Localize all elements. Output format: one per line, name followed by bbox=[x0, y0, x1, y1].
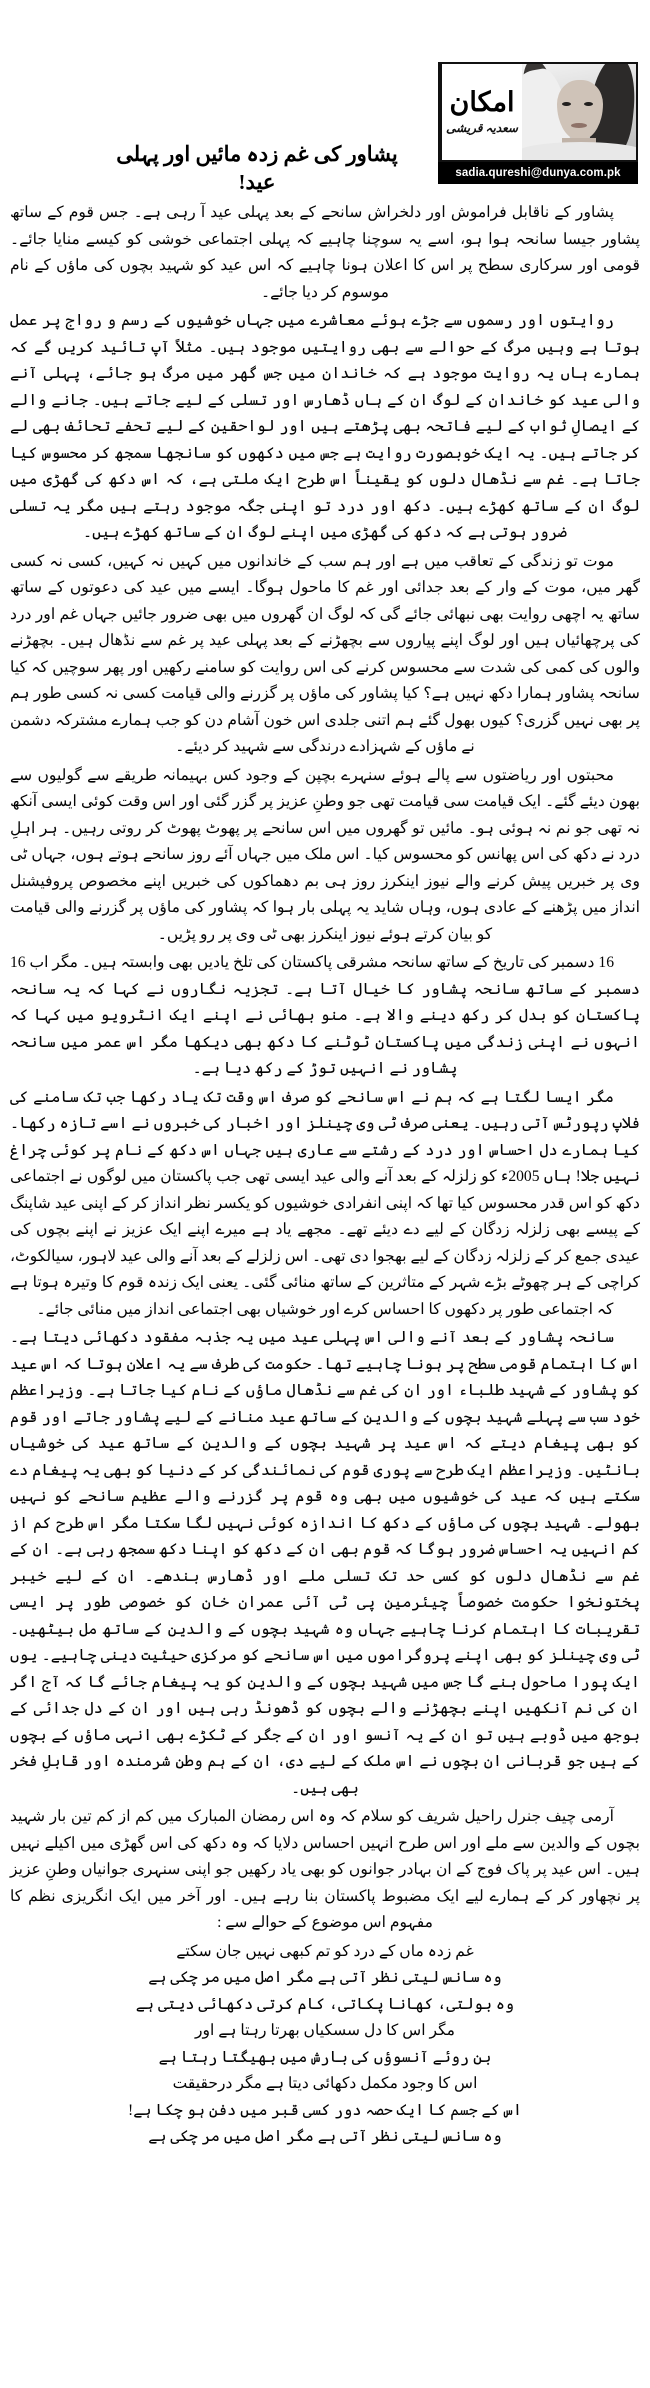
author-email-text: sadia.qureshi@dunya.com.pk bbox=[455, 167, 621, 179]
closing-poem bbox=[0, 1939, 650, 2151]
poem-line: مگر اس کا دل سسکیاں بھرتا رہتا ہے اور bbox=[194, 2022, 456, 2039]
poem-line: اس کے جسم کا ایک حصہ دور کسی قبر میں دفن ہو چکا ہے! bbox=[128, 2101, 522, 2119]
portrait-eye-left bbox=[562, 102, 571, 106]
author-byline-box bbox=[438, 62, 638, 184]
article-paragraph: محبتوں اور ریاضتوں سے پالے ہوئے سنہرے بچپن کے وجود کس بہیمانہ طریقے سے گولیوں سے بھون دیئے گئے۔ ایک قیامت سی قیامت تھی جو وطنِ عزیز پر گزر گئی اور اس وقت کوئی ایسی آنکھ نہ تھی جو نم نہ ہوئی ہو۔ مائیں تو گھروں میں اس سانحے پر پھوٹ پھوٹ کر روتی رہیں۔ ہر اہلِ درد نے دکھ کی اس پھانس کو محسوس کیا۔ اس ملک میں جہاں آئے روز سانحے ہوتے ہوں، جہاں ٹی وی پر خبریں پیش کرنے والے نیوز اینکرز روز ہی بم دھماکوں کی خبریں اپنے مخصوص پروفیشنل انداز میں پڑھنے کے عادی ہوں، وہاں شاید یہ پہلی بار ہوا کہ پشاور کی ماؤں پر گزرنے والی قیامت کو بیان کرتے ہوئے نیوز اینکرز بھی ٹی وی پر رو پڑیں۔ bbox=[10, 766, 640, 943]
article-paragraph: پشاور کے ناقابل فراموش اور دلخراش سانحے کے بعد پہلی عید آ رہی ہے۔ جس قوم کے ساتھ پشاور جیسا سانحہ ہوا ہو، اسے یہ سوچنا چاہیے کہ پہلی اجتماعی خوشی کو کیسے منایا جائے۔ قومی اور سرکاری سطح پر اس کا اعلان ہونا چاہیے کہ اس عید کو شہید بچوں کی ماؤں کے نام موسوم کر دیا جائے۔ bbox=[10, 204, 640, 301]
page-title: پشاور کی غم زدہ مائیں اور پہلی عید! bbox=[116, 142, 398, 195]
poem-line: غم زدہ ماں کے درد کو تم کبھی نہیں جان سکتے bbox=[176, 1942, 474, 1960]
masthead bbox=[0, 0, 650, 196]
portrait-lips bbox=[571, 123, 587, 128]
article-body bbox=[0, 196, 650, 1937]
poem-line: بن روئے آنسوؤں کی بارش میں بھیگتا رہتا ہے bbox=[158, 2048, 492, 2066]
byline-top bbox=[438, 62, 638, 162]
column-brand-title: امکان bbox=[449, 86, 515, 117]
poem-line: وہ سانس لیتی نظر آتی ہے مگر اصل میں مر چکی ہے bbox=[148, 2128, 502, 2145]
article-paragraph: آرمی چیف جنرل راحیل شریف کو سلام کہ وہ اس رمضان المبارک میں کم از کم تین بار شہید بچوں کے والدین سے ملے اور اس طرح انہیں احساس دلایا کہ وہ دکھ کی اس گھڑی میں اکیلے نہیں ہیں۔ اس عید پر پاک فوج کے ان بہادر جوانوں کو بھی یاد رکھیں جو اپنی سنہری جوانیاں وطنِ عزیز پر نچھاور کر کے ہمارے لیے ایک مضبوط پاکستان بنا رہے ہیں۔ اور آخر میں ایک انگریزی نظم کا مفہوم اس موضوع کے حوالے سے : bbox=[10, 1808, 640, 1931]
article-paragraph: سانحہ پشاور کے بعد آنے والی اس پہلی عید میں یہ جذبہ مفقود دکھائی دیتا ہے۔ اس کا اہتمام قومی سطح پر ہونا چاہیے تھا۔ حکومت کی طرف سے یہ اعلان ہوتا کہ اس عید کو پشاور کے شہید طلباء اور ان کی غم سے نڈھال ماؤں کے نام کیا جاتا ہے۔ وزیراعظم خود سب سے پہلے شہید بچوں کے والدین کے ساتھ عید منانے کے لیے پشاور جاتے اور قوم کو بھی پیغام دیتے کہ اس عید پر شہید بچوں کے والدین کے ساتھ عید کی خوشیاں بانٹیں۔ وزیراعظم ایک طرح سے پوری قوم کی نمائندگی کر کے دنیا کو بھی یہ پیغام دے سکتے ہیں کہ عید کی خوشیوں میں بھی وہ قوم پر گزرنے والے عظیم سانحے کو نہیں بھولے۔ شہید بچوں کی ماؤں کے دکھ کا اندازہ کوئی نہیں لگا سکتا مگر اس طرح کم از کم انہیں یہ احساس ضرور ہوگا کہ قوم بھی ان کے دکھ کو اپنا دکھ سمجھ رہی ہے۔ ان کے غم سے نڈھال دلوں کو کسی حد تک تسلی ملے اور ڈھارس بندھے۔ ان کے لیے خیبر پختونخوا حکومت خصوصاً چیئرمین پی ٹی آئی عمران خان کو خصوصی طور پر ایسی تقریبات کا اہتمام کرنا چاہیے جہاں وہ شہید بچوں کے والدین کے ساتھ مل بیٹھیں۔ ٹی وی چینلز کو بھی اپنے پروگراموں میں اس سانحے کو مرکزی حیثیت دینی چاہیے۔ یوں ایک پورا ماحول بنے گا جس میں شہید بچوں کے والدین کو یہ پیغام جائے گا کہ آج اگر ان کی نم آنکھیں اپنے بچھڑنے والے بچوں کو ڈھونڈ رہی ہیں اور ان کے دل جدائی کے بوجھ میں ڈوبے ہیں تو ان کے یہ آنسو اور ان کے جگر کے ٹکڑے بھی انہی ماؤں کے بچوں کے ہیں جو قربانی ان بچوں نے اس ملک کے لیے دی، ان کے ہم وطن شرمندہ اور قابلِ فخر بھی ہیں۔ bbox=[10, 1329, 640, 1797]
article-paragraph: موت تو زندگی کے تعاقب میں ہے اور ہم سب کے خاندانوں میں کہیں نہ کہیں، کسی نہ کسی گھر میں، موت کے وار کے بعد جدائی اور غم کا ماحول ہوگا۔ ایسے میں عید کی دعوتوں کے ساتھ ساتھ یہ اچھی روایت بھی نبھائی جائے گی کہ لوگ ان گھروں میں بھی ضرور جائیں جہاں غم اور درد کی پرچھائیاں ہیں اور لوگ اپنے پیاروں سے بچھڑنے کے بعد پہلی عید پر غم سے نڈھال ہیں۔ بچھڑنے والوں کی کمی کی شدت سے محسوس کرنے کی اس روایت کو سامنے رکھیں اور پھر سوچیں کہ کیا سانحہ پشاور ہمارا دکھ نہیں ہے؟ کیا پشاور کی ماؤں پر گزرنے والی قیامت کسی نہ کسی طور ہم پر بھی نہیں گزری؟ کیوں بھول گئے ہم اتنی جلدی اس خون آشام دن کو جب ہمارے مشترکہ دشمن نے ماؤں کے شہزادے درندگی سے شہید کر دیئے۔ bbox=[10, 552, 640, 755]
poem-line: وہ بولتی، کھانا پکاتی، کام کرتی دکھائی دیتی ہے bbox=[135, 1995, 515, 2013]
poem-line: وہ سانس لیتی نظر آتی ہے مگر اصل میں مر چکی ہے bbox=[148, 1969, 502, 1986]
portrait-eye-right bbox=[584, 102, 593, 106]
author-portrait bbox=[522, 64, 636, 160]
article-paragraph: مگر ایسا لگتا ہے کہ ہم نے اس سانحے کو صرف اس وقت تک یاد رکھا جب تک سامنے کی فلاپ رپورٹس آتی رہیں۔ یعنی صرف ٹی وی چینلز اور اخبار کی خبروں نے اسے تازہ رکھا۔ کیا ہمارے دل احساس اور درد کے رشتے سے عاری ہیں جہاں اس دکھ کے نام پر کوئی چراغ نہیں جلا! ہاں 2005ء کو زلزلہ کے بعد آنے والی عید ایسی تھی جب پاکستان میں لوگوں نے اجتماعی دکھ کو اس قدر محسوس کیا تھا کہ اپنی انفرادی خوشیوں کو یکسر نظر انداز کر کے اپنی عید شاپنگ کے پیسے بھی زلزلہ زدگان کے لیے دے دیئے تھے۔ مجھے یاد ہے میرے اپنے ایک عزیز نے اپنے بچوں کی عیدی جمع کر کے زلزلہ زدگان کے لیے بھجوا دی تھی۔ اس زلزلے کے بعد آنے والی عید لاہور، سیالکوٹ، کراچی کے ہر چھوٹے بڑے شہر کے متاثرین کے ساتھ منائی گئی۔ یعنی ایک زندہ قوم کا وتیرہ ہوتا ہے کہ اجتماعی طور پر دکھوں کا احساس کرے اور خوشیاں بھی اجتماعی انداز میں منائی جائے۔ bbox=[10, 1088, 640, 1318]
article-paragraph: 16 دسمبر کی تاریخ کے ساتھ سانحہ مشرقی پاکستان کی تلخ یادیں بھی وابستہ ہیں۔ مگر اب 16 دسمبر کے ساتھ سانحہ پشاور کا خیال آتا ہے۔ تجزیہ نگاروں نے کہا کہ یہ سانحہ پاکستان کو بدل کر رکھ دینے والا ہے۔ منو بھائی نے اپنے ایک انٹرویو میں کہا کہ انہوں نے اپنی زندگی میں پاکستان ٹوٹنے کا دکھ بھی دیکھا مگر اس عمر میں سانحہ پشاور نے انہیں توڑ کے رکھ دیا ہے۔ bbox=[10, 954, 640, 1077]
column-brand-cell bbox=[440, 64, 522, 160]
portrait-shoulder bbox=[522, 142, 636, 160]
author-email-bar[interactable] bbox=[438, 162, 638, 184]
article-paragraph: روایتوں اور رسموں سے جڑے ہوئے معاشرے میں جہاں خوشیوں کے رسم و رواج پر عمل ہوتا ہے وہیں مرگ کے حوالے سے بھی روایتیں موجود ہیں۔ مثلاً آپ تائید کریں گے کہ ہمارے ہاں یہ روایت موجود ہے کہ خاندان میں جس گھر میں مرگ ہو جائے، پہلی آنے والی عید کو خاندان کے لوگ ان کے ہاں ڈھارس اور تسلی کے لیے جاتے ہیں۔ جانے والے کے ایصالِ ثواب کے لیے فاتحہ بھی پڑھتے ہیں اور لواحقین کے لیے تحفے تحائف بھی لے کر جاتے ہیں۔ یہ ایک خوبصورت روایت ہے جس میں دکھوں کو سانجھا سمجھ کر محسوس کیا جاتا ہے۔ غم سے نڈھال دلوں کو یقیناً اس طرح ایک ملتی ہے، کہ اس دکھ کی گھڑی میں لوگ ان کے ساتھ کھڑے ہیں۔ دکھ اور درد تو اپنی جگہ موجود رہتے ہیں مگر یہ تسلی ضرور ہوتی ہے کہ دکھ کی گھڑی میں اپنے لوگ ان کے ساتھ کھڑے ہیں۔ bbox=[10, 312, 640, 541]
poem-line: اس کا وجود مکمل دکھائی دیتا ہے مگر درحقیقت bbox=[172, 2075, 478, 2092]
author-name: سعدیہ قریشی bbox=[446, 121, 518, 136]
